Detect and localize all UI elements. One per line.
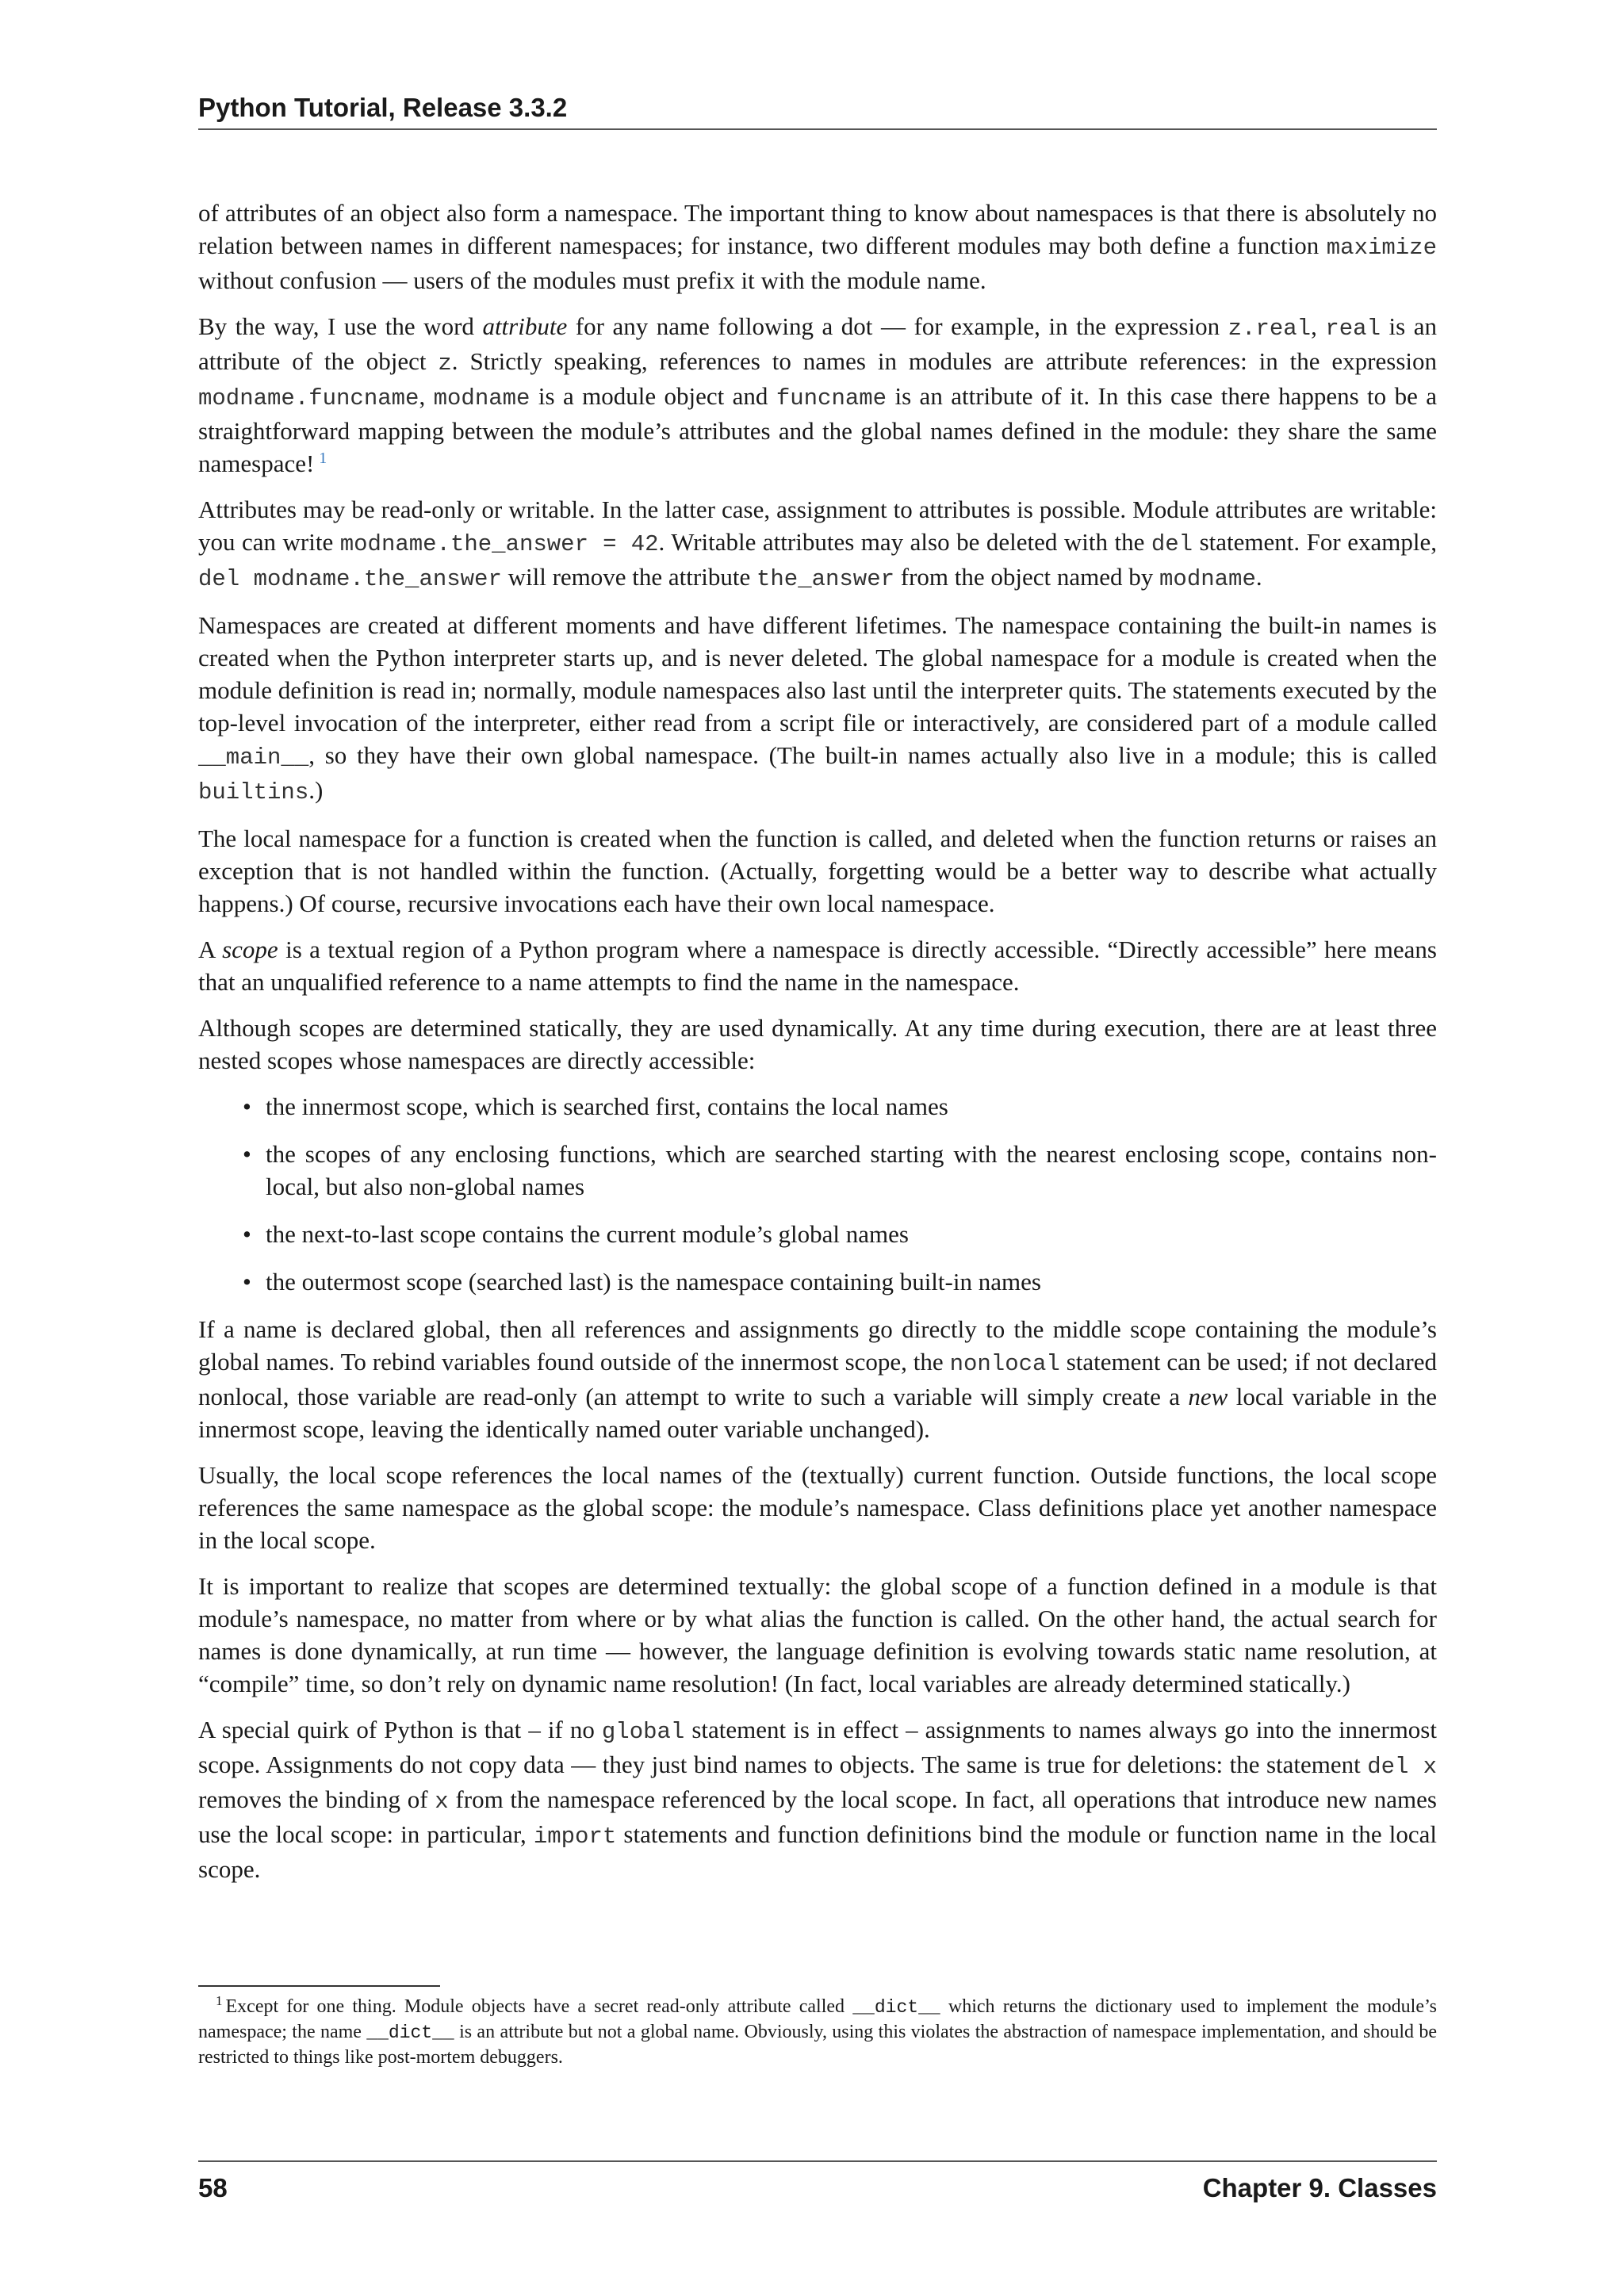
paragraph: Usually, the local scope references the local names of the (textually) current function. Outside functions, the local scope references the same namespace as the global scope: the module’s namespace. Class definitions place yet another namespace in the local scope. <box>198 1461 1437 1554</box>
code: del <box>1151 531 1193 557</box>
list-item: • the scopes of any enclosing functions, which are searched starting with the nearest enclosing scope, contains non-local, but also non-global names <box>266 1138 1437 1203</box>
code: modname.funcname <box>198 385 419 411</box>
paragraph <box>198 933 1437 998</box>
text: .) <box>308 776 324 804</box>
text: from the object named by <box>894 563 1160 591</box>
text: without confusion — users of the modules must prefix it with the module name. <box>198 266 986 294</box>
code: modname <box>433 385 530 411</box>
text: is an attribute of the object <box>198 312 1437 375</box>
text: , <box>1311 312 1326 340</box>
paragraph <box>198 197 1437 297</box>
paragraph <box>198 310 1437 480</box>
text: local variable in the innermost scope, leaving the identically named outer variable unchanged). <box>198 1383 1437 1443</box>
text: statement can be used; if not declared nonlocal, those variable are read-only (an attempt to write to such a variable will simply create a <box>198 1348 1438 1410</box>
code: the_answer <box>756 566 895 592</box>
code: nonlocal <box>949 1351 1060 1377</box>
page-number: 58 <box>198 2173 228 2202</box>
list-item: • the next-to-last scope contains the current module’s global names <box>266 1218 1437 1250</box>
text: By the way, I use the word <box>198 312 483 340</box>
text: is a textual region of a Python program where a namespace is directly accessible. “Directly accessible” here means that an unqualified reference to a name attempts to find the name in the namespace. <box>198 936 1437 996</box>
paragraph <box>198 1713 1437 1885</box>
paragraph <box>198 609 1437 809</box>
text: . <box>1255 563 1262 591</box>
code: del modname.the_answer <box>198 566 502 592</box>
code: __dict__ <box>852 1997 940 2018</box>
footnote-rule <box>198 1985 440 1987</box>
list-item: • the outermost scope (searched last) is the namespace containing built-in names <box>266 1265 1437 1298</box>
code: real <box>1325 316 1381 342</box>
code: modname.the_answer = 42 <box>339 531 659 557</box>
code: global <box>601 1719 685 1745</box>
text: from the namespace referenced by the local scope. In fact, all operations that introduce new names use the local scope: in particular, <box>198 1785 1437 1848</box>
text: A <box>198 936 223 963</box>
paragraph <box>198 1313 1437 1445</box>
text: is a module object and <box>530 382 776 410</box>
text: . Strictly speaking, references to names in modules are attribute references: in the expression <box>451 347 1438 375</box>
footnote-reference-link[interactable]: 1 <box>319 449 327 467</box>
text: Except for one thing. Module objects have a secret read-only attribute called <box>225 1996 853 2017</box>
text: Namespaces are created at different moments and have different lifetimes. The namespace containing the built-in names is created when the Python interpreter starts up, and is never deleted. The global namespace for a module is created when the module definition is read in; normally, module namespaces also last until the interpreter quits. The statements executed by the top-level invocation of the interpreter, either read from a script file or interactively, are considered part of a module called <box>198 611 1437 737</box>
code: import <box>533 1823 617 1850</box>
text: is an attribute but not a global name. Obviously, using this violates the abstraction of namespace implementation, and should be restricted to things like post-mortem debuggers. <box>198 2022 1437 2068</box>
header-rule <box>198 128 1437 130</box>
paragraph: The local namespace for a function is created when the function is called, and deleted when the function returns or raises an exception that is not handled within the function. (Actually, forgetting would be a better way to describe what actually happens.) Of course, recursive invocations each have their own local namespace. <box>198 825 1437 917</box>
code: __main__ <box>198 744 309 771</box>
text: statement. For example, <box>1193 528 1437 556</box>
text: removes the binding of <box>198 1785 435 1813</box>
text: . Writable attributes may also be deleted with the <box>658 528 1151 556</box>
code: del x <box>1367 1754 1438 1780</box>
text: of attributes of an object also form a namespace. The important thing to know about namespaces is that there is absolutely no relation between names in different namespaces; for instance, two different modules may both define a function <box>198 199 1437 259</box>
running-header: Python Tutorial, Release 3.3.2 <box>198 93 568 122</box>
running-footer <box>198 2169 1437 2207</box>
chapter-title: Chapter 9. Classes <box>1202 2173 1437 2202</box>
emphasis-new: new <box>1188 1383 1228 1410</box>
footnote-mark: 1 <box>216 1993 223 2008</box>
list-item: • the innermost scope, which is searched first, contains the local names <box>266 1090 1437 1123</box>
scope-list <box>198 1090 1437 1298</box>
code: z.real <box>1228 316 1312 342</box>
text: , <box>419 382 434 410</box>
emphasis-scope: scope <box>222 936 278 963</box>
code: funcname <box>776 385 887 411</box>
paragraph: It is important to realize that scopes are determined textually: the global scope of a function defined in a module is that module’s namespace, no matter from where or by what alias the function is called. On the other hand, the actual search for names is done dynamically, at run time — however, the language definition is evolving towards static name resolution, at “compile” time, so don’t rely on dynamic name resolution! (In fact, local variables are already determined statically.) <box>198 1572 1437 1697</box>
text: , so they have their own global namespace. (The built-in names actually also live in a module; this is called <box>308 741 1437 769</box>
paragraph: Although scopes are determined statically, they are used dynamically. At any time during execution, there are at least three nested scopes whose namespaces are directly accessible: <box>198 1014 1437 1074</box>
text: If a name is declared global, then all references and assignments go directly to the middle scope containing the module’s global names. To rebind variables found outside of the innermost scope, the <box>198 1315 1437 1376</box>
code: z <box>438 350 452 377</box>
text: A special quirk of Python is that – if no <box>198 1716 602 1743</box>
code: __dict__ <box>366 2022 454 2043</box>
footer-rule <box>198 2160 1437 2162</box>
text: Attributes may be read-only or writable. In the latter case, assignment to attributes is possible. Module attributes are writable: you can write <box>198 496 1437 556</box>
text: is an attribute of it. In this case there happens to be a straightforward mapping between the module’s attributes and the global names defined in the module: they share the same namespace! <box>198 382 1438 477</box>
text: which returns the dictionary used to implement the module’s namespace; the name <box>198 1996 1437 2042</box>
text: statements and function definitions bind the module or function name in the local scope. <box>198 1820 1438 1883</box>
text: statement is in effect – assignments to names always go into the innermost scope. Assignments do not copy data — they just bind names to objects. The same is true for deletions: the statement <box>198 1716 1437 1778</box>
text: will remove the attribute <box>501 563 756 591</box>
paragraph <box>198 493 1437 595</box>
footnote <box>198 1995 1437 2070</box>
code: x <box>435 1789 449 1815</box>
code: builtins <box>198 779 309 806</box>
body-text <box>198 197 1437 1899</box>
text: for any name following a dot — for example, in the expression <box>567 312 1228 340</box>
code-maximize: maximize <box>1326 235 1437 261</box>
code: modname <box>1159 566 1256 592</box>
emphasis-attribute: attribute <box>482 312 568 340</box>
